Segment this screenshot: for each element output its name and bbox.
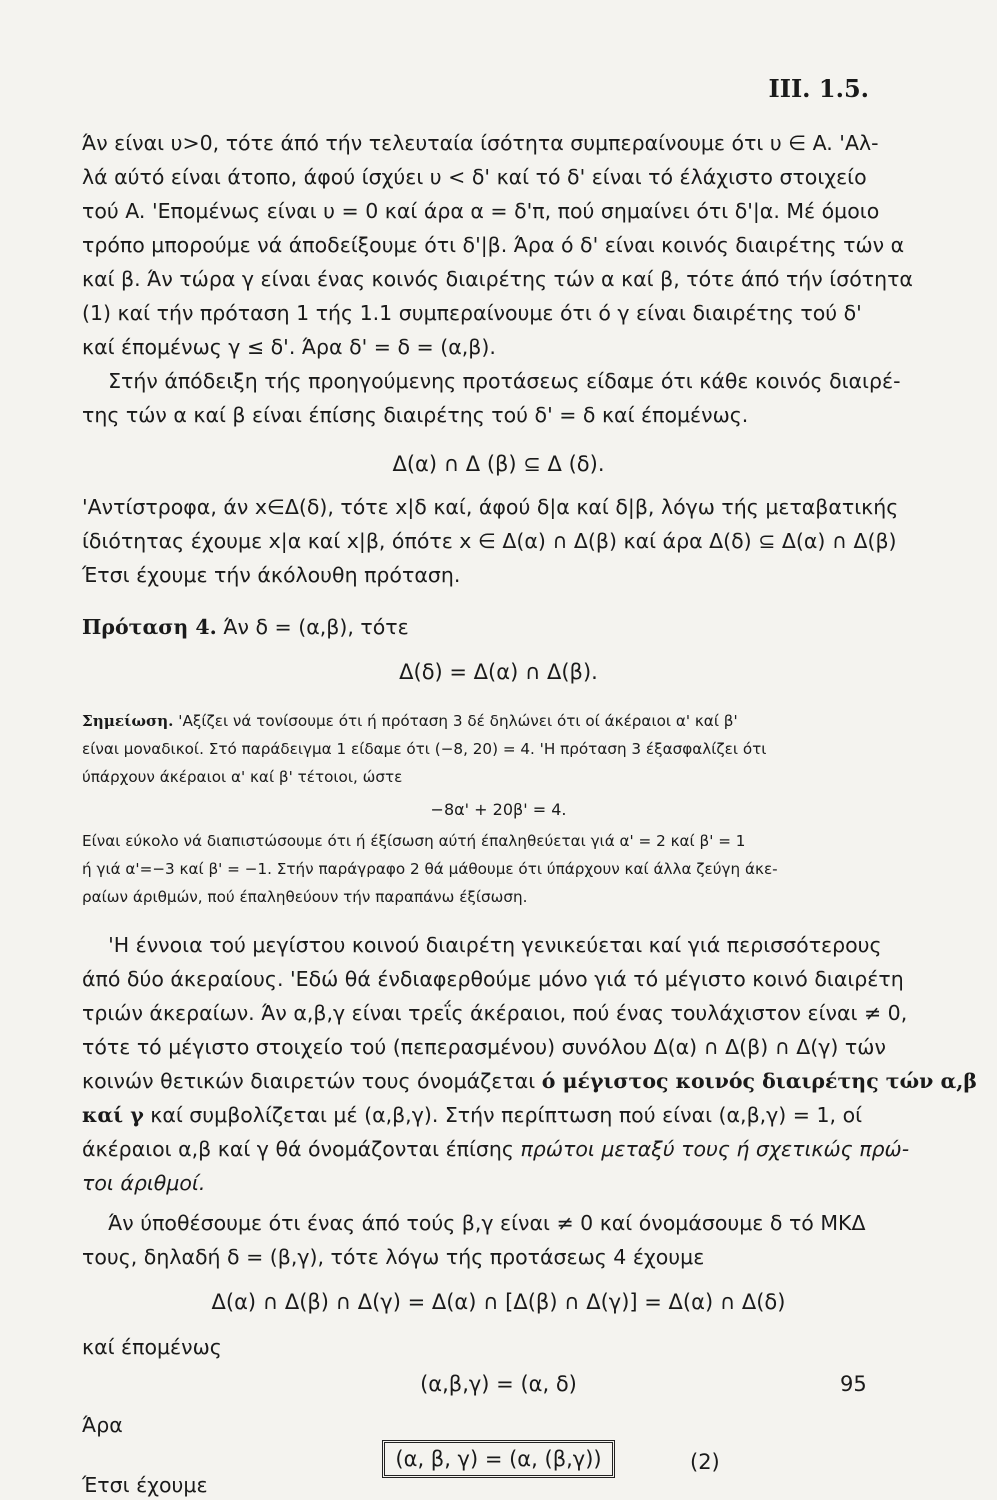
text-line: τριών άκεραίων. Άν α,β,γ είναι τρεΐς άκέραιοι, πού ένας τουλάχιστον είναι ≠ 0, (82, 1001, 908, 1025)
note-formula: −8α' + 20β' = 4. (430, 800, 567, 819)
note-line: Είναι εύκολο νά διαπιστώσουμε ότι ή έξίσωση αύτή έπαληθεύεται γιά α' = 2 καί β' = 1 (82, 832, 746, 850)
text-line: 'Αντίστροφα, άν x∈Δ(δ), τότε x|δ καί, άφού δ|α καί δ|β, λόγω τής μεταβατικής (82, 495, 899, 519)
note-line: ή γιά α'=−3 καί β' = −1. Στήν παράγραφο 2 θά μάθουμε ότι ύπάρχουν καί άλλα ζεύγη άκε- (82, 860, 778, 878)
text-line: τους, δηλαδή δ = (β,γ), τότε λόγω τής προτάσεως 4 έχουμε (82, 1245, 705, 1269)
text-line: τοι άριθμοί. (82, 1171, 206, 1195)
text-line: Έτσι έχουμε (82, 1473, 208, 1497)
equation-number: (2) (690, 1450, 720, 1474)
text-line: Άρα (82, 1413, 123, 1437)
text-line: Άν είναι υ>0, τότε άπό τήν τελευταία ίσότητα συμπεραίνουμε ότι υ ∈ A. 'Αλ- (82, 131, 879, 155)
text-span: καί συμβολίζεται μέ (α,β,γ). Στήν περίπτωση πού είναι (α,β,γ) = 1, οί (143, 1103, 863, 1127)
text-line: Έτσι έχουμε τήν άκόλουθη πρόταση. (82, 563, 461, 587)
defined-term: καί γ (82, 1103, 144, 1127)
note-line: ραίων άριθμών, πού έπαληθεύουν τήν παραπάνω έξίσωση. (82, 888, 528, 906)
text-line: άπό δύο άκεραίους. 'Εδώ θά ένδιαφερθούμε μόνο γιά τό μέγιστο κοινό διαιρέτη (82, 967, 904, 991)
text-line: της τών α καί β είναι έπίσης διαιρέτης τού δ' = δ καί έπομένως. (82, 403, 749, 427)
text-line: Άν ύποθέσουμε ότι ένας άπό τούς β,γ είναι ≠ 0 καί όνομάσουμε δ τό ΜΚΔ (82, 1211, 866, 1235)
section-header: III. 1.5. (768, 74, 869, 103)
text-line: τότε τό μέγιστο στοιχείο τού (πεπερασμένου) συνόλου Δ(α) ∩ Δ(β) ∩ Δ(γ) τών (82, 1035, 886, 1059)
note-line (82, 712, 738, 730)
proposition-label: Πρόταση 4. (82, 615, 217, 639)
formula-proposition-4: Δ(δ) = Δ(α) ∩ Δ(β). (399, 660, 598, 684)
note-line: είναι μοναδικοί. Στό παράδειγμα 1 είδαμε ότι (−8, 20) = 4. 'Η πρόταση 3 έξασφαλίζει ότι (82, 740, 767, 758)
note-text: 'Αξίζει νά τονίσουμε ότι ή πρόταση 3 δέ δηλώνει ότι οί άκέραιοι α' καί β' (178, 712, 738, 730)
page-number: 95 (840, 1372, 867, 1396)
text-line: Στήν άπόδειξη τής προηγούμενης προτάσεως είδαμε ότι κάθε κοινός διαιρέ- (82, 369, 901, 393)
defined-term-italic: πρώτοι μεταξύ τους ή σχετικώς πρώ- (520, 1137, 910, 1161)
text-line: τού A. 'Επομένως είναι υ = 0 καί άρα α = δ'π, πού σημαίνει ότι δ'|α. Μέ όμοιο (82, 199, 880, 223)
formula-three-intersections: Δ(α) ∩ Δ(β) ∩ Δ(γ) = Δ(α) ∩ [Δ(β) ∩ Δ(γ)] = Δ(α) ∩ Δ(δ) (211, 1290, 786, 1314)
text-line: (1) καί τήν πρόταση 1 τής 1.1 συμπεραίνουμε ότι ό γ είναι διαιρέτης τού δ' (82, 301, 862, 325)
proposition-4 (82, 616, 409, 639)
boxed-formula: (α, β, γ) = (α, (β,γ)) (382, 1440, 614, 1478)
note-label: Σημείωση. (82, 712, 174, 730)
text-line: 'Η έννοια τού μεγίστου κοινού διαιρέτη γενικεύεται καί γιά περισσότερους (82, 933, 882, 957)
text-line: ίδιότητας έχουμε x|α καί x|β, όπότε x ∈ Δ(α) ∩ Δ(β) καί άρα Δ(δ) ⊆ Δ(α) ∩ Δ(β) (82, 529, 897, 553)
text-line: καί έπομένως γ ≤ δ'. Άρα δ' = δ = (α,β). (82, 335, 496, 359)
proposition-text: Άν δ = (α,β), τότε (223, 615, 409, 639)
text-line: λά αύτό είναι άτοπο, άφού ίσχύει υ < δ' καί τό δ' είναι τό έλάχιστο στοιχείο (82, 165, 867, 189)
defined-term: ό μέγιστος κοινός διαιρέτης τών α,β (541, 1069, 978, 1093)
text-line (82, 1070, 977, 1093)
note-line: ύπάρχουν άκέραιοι α' καί β' τέτοιοι, ώστε (82, 768, 403, 786)
text-line: τρόπο μπορούμε νά άποδείξουμε ότι δ'|β. Άρα ό δ' είναι κοινός διαιρέτης τών α (82, 233, 905, 257)
text-line (82, 1104, 862, 1127)
text-line: καί β. Άν τώρα γ είναι ένας κοινός διαιρέτης τών α καί β, τότε άπό τήν ίσότητα (82, 267, 913, 291)
text-span: κοινών θετικών διαιρετών τους όνομάζεται (82, 1069, 542, 1093)
text-line: καί έπομένως (82, 1335, 222, 1359)
formula-gcd-three: (α,β,γ) = (α, δ) (420, 1372, 577, 1396)
formula-intersection-subset: Δ(α) ∩ Δ (β) ⊆ Δ (δ). (392, 452, 605, 476)
text-span: άκέραιοι α,β καί γ θά όνομάζονται έπίσης (82, 1137, 521, 1161)
text-line (82, 1138, 909, 1161)
